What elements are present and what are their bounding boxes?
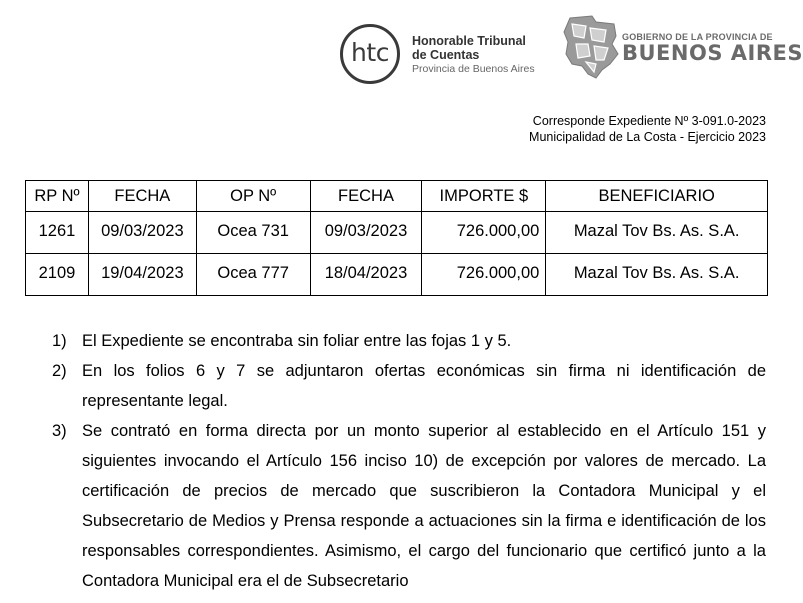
list-item (52, 326, 766, 356)
item-number: 3) (52, 422, 67, 440)
table-cell: 2109 (26, 254, 89, 296)
column-header: OP Nº (196, 181, 310, 212)
gba-logo-text (622, 32, 803, 64)
gba-logo (560, 12, 803, 84)
item-text: En los folios 6 y 7 se adjuntaron ofertas económicas sin firma ni identificación de representante legal. (82, 362, 766, 410)
item-text: Se contrató en forma directa por un monto superior al establecido en el Artículo 151 y siguientes invocando el Artículo 156 inciso 10) de excepción por valores de mercado. La certificación de precios de mercado que suscribieron la Contadora Municipal y el Subsecretario de Medios y Prensa responde a actuaciones sin la firma e identificación de los responsables correspondientes. Asimismo, el cargo del funcionario que certificó junto a la Contadora Municipal era el de Subsecretario (82, 422, 766, 590)
table-cell: 726.000,00 (422, 212, 546, 254)
table-cell: 19/04/2023 (88, 254, 196, 296)
item-number: 1) (52, 332, 67, 350)
list-item (52, 356, 766, 416)
province-map-icon (562, 14, 620, 80)
gba-logo-big: BUENOS AIRES (622, 41, 803, 65)
observations-list (52, 326, 766, 596)
column-header: BENEFICIARIO (546, 181, 768, 212)
htc-logo-mark-text: htc (351, 38, 389, 67)
table-cell: Ocea 777 (196, 254, 310, 296)
column-header: FECHA (88, 181, 196, 212)
item-text: El Expediente se encontraba sin foliar entre las fojas 1 y 5. (82, 332, 512, 350)
expediente-reference (529, 113, 766, 145)
htc-logo-line1: Honorable Tribunal (412, 34, 526, 48)
table-cell: 18/04/2023 (310, 254, 422, 296)
table-cell: 09/03/2023 (88, 212, 196, 254)
table-cell: 1261 (26, 212, 89, 254)
payments-table (25, 180, 768, 296)
reference-line1: Corresponde Expediente Nº 3-091.0-2023 (532, 114, 766, 128)
table-cell: Ocea 731 (196, 212, 310, 254)
table-row (26, 212, 768, 254)
table-cell: Mazal Tov Bs. As. S.A. (546, 212, 768, 254)
htc-logo (340, 24, 540, 84)
item-number: 2) (52, 362, 67, 380)
htc-logo-mark (340, 24, 400, 84)
htc-logo-text (412, 34, 552, 76)
list-item (52, 416, 766, 596)
table-row (26, 254, 768, 296)
table-cell: 09/03/2023 (310, 212, 422, 254)
table-header-row (26, 181, 768, 212)
htc-logo-line2: de Cuentas (412, 48, 480, 62)
column-header: IMPORTE $ (422, 181, 546, 212)
table-cell: 726.000,00 (422, 254, 546, 296)
htc-logo-line3: Provincia de Buenos Aires (412, 63, 535, 75)
column-header: FECHA (310, 181, 422, 212)
reference-line2: Municipalidad de La Costa - Ejercicio 2023 (529, 130, 766, 144)
table-cell: Mazal Tov Bs. As. S.A. (546, 254, 768, 296)
gba-logo-small: GOBIERNO DE LA PROVINCIA DE (622, 32, 773, 42)
column-header: RP Nº (26, 181, 89, 212)
